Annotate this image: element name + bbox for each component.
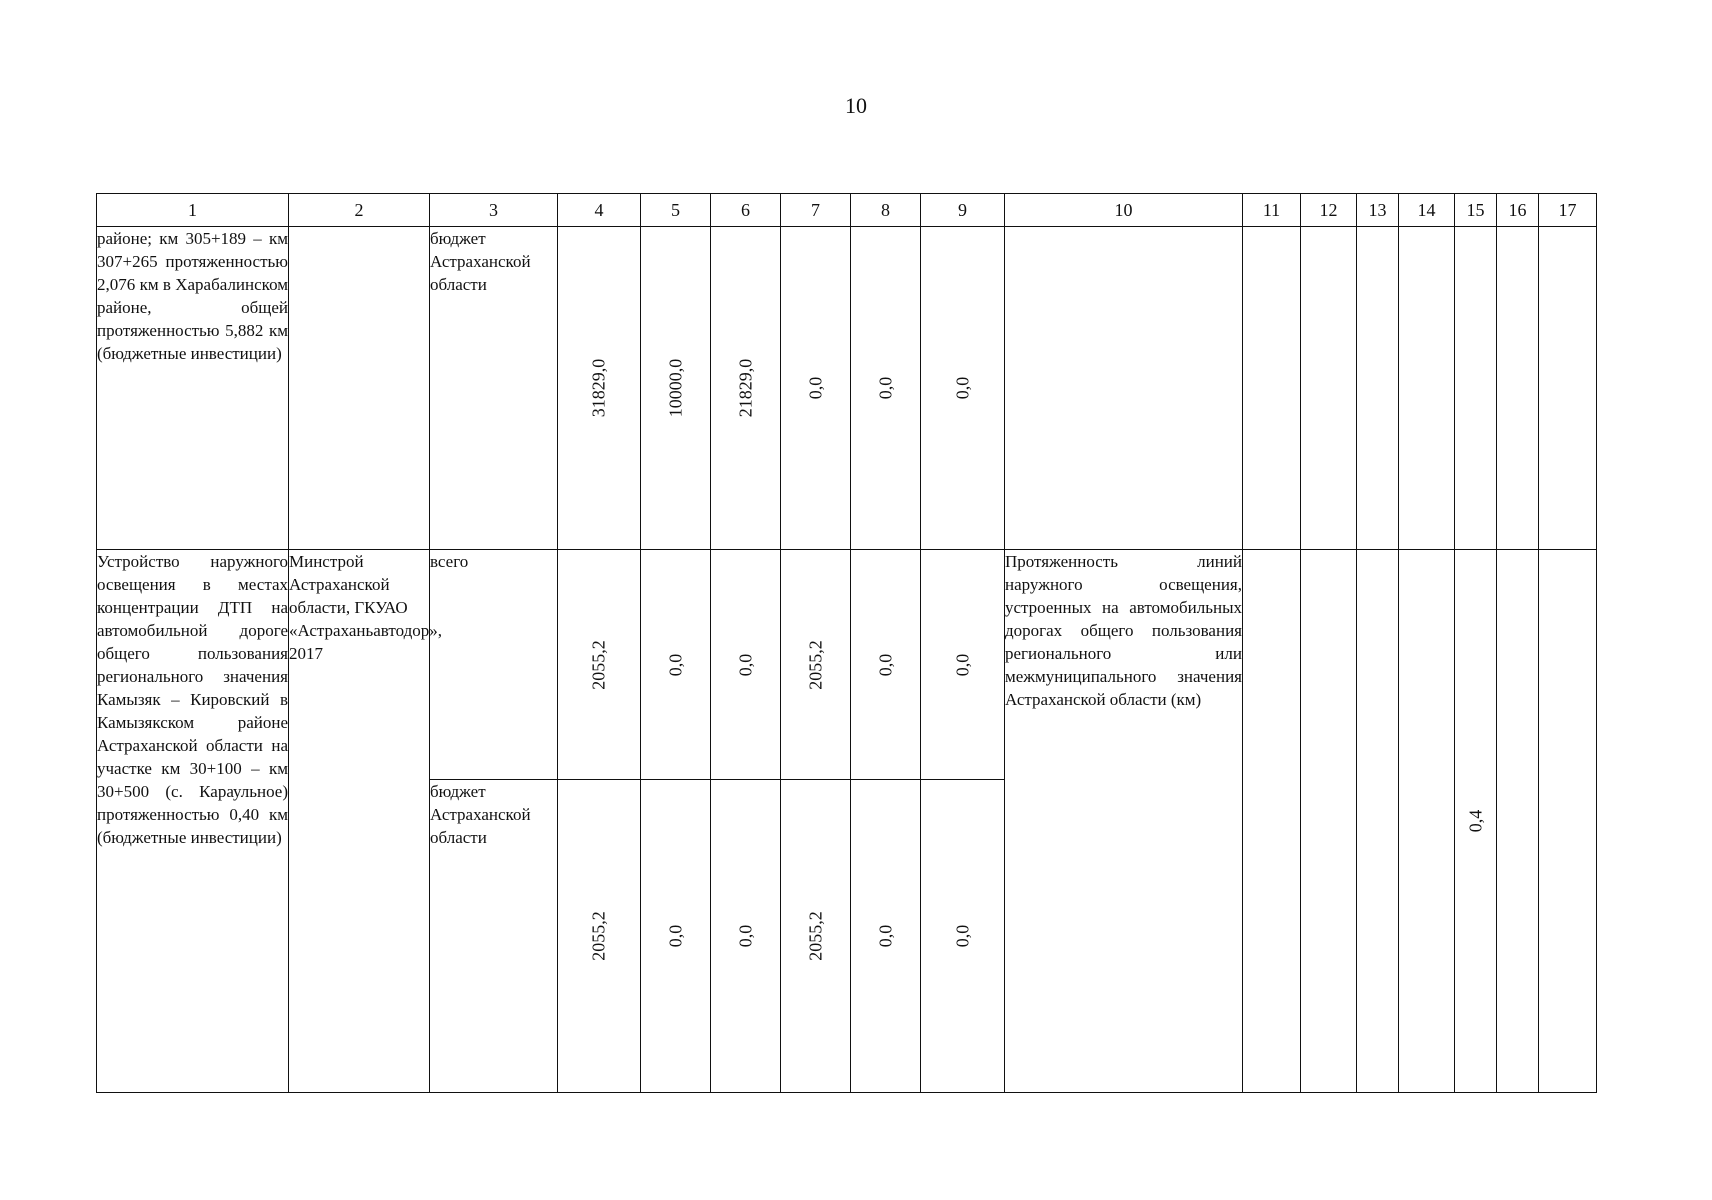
value-col4 [558,550,641,780]
value-col5 [641,550,711,780]
cell-col11 [1243,550,1301,1093]
table-row-lighting-total [97,550,1597,780]
activity-description: районе; км 305+189 – км 307+265 протяженностью 2,076 км в Харабалинском районе, общей протяженностью 5,882 км (бюджетные инвестиции) [97,227,289,550]
value-text: 0,0 [875,924,895,948]
column-number-2: 2 [289,194,430,227]
cell-col17 [1539,550,1597,1093]
column-number-11: 11 [1243,194,1301,227]
value-col7 [781,550,851,780]
executor-cell: Минстрой Астраханской области, ГКУАО «Астраханьавтодор», 2017 [289,550,430,1093]
funding-source: бюджет Астраханской области [430,227,558,550]
funding-source: всего [430,550,558,780]
value-text: 0,0 [952,653,972,676]
cell-col15 [1455,550,1497,1093]
cell-col16 [1497,550,1539,1093]
value-col7 [781,227,851,550]
column-number-10: 10 [1005,194,1243,227]
value-col9 [921,780,1005,1093]
funding-source: бюджет Астраханской области [430,780,558,1093]
table-row-continuation [97,227,1597,550]
cell-col13 [1357,227,1399,550]
value-text: 0,0 [735,924,755,948]
value-col4 [558,780,641,1093]
value-text: 21829,0 [735,358,755,418]
value-text: 0,0 [665,653,685,676]
value-text: 0,0 [875,653,895,676]
cell-col14 [1399,227,1455,550]
value-col8 [851,550,921,780]
cell-col16 [1497,227,1539,550]
activity-description: Устройство наружного освещения в местах концентрации ДТП на автомобильной дороге общего пользования регионального значения Камызяк – Кировский в Камызякском районе Астраханской области на участке км 30+100 – км 30+500 (с. Караульное) протяженностью 0,40 км (бюджетные инвестиции) [97,550,289,1093]
budget-table [96,193,1597,1093]
value-text: 10000,0 [665,358,685,418]
column-number-3: 3 [430,194,558,227]
column-number-7: 7 [781,194,851,227]
value-text: 0,0 [952,924,972,948]
value-text: 0,0 [735,653,755,676]
value-col9 [921,227,1005,550]
value-text: 31829,0 [588,358,609,418]
cell-col14 [1399,550,1455,1093]
value-text: 2055,2 [588,911,609,961]
value-text: 0,0 [875,376,895,400]
value-text: 0,0 [805,376,825,400]
value-col5 [641,227,711,550]
value-col5 [641,780,711,1093]
column-number-row [97,194,1597,227]
value-text: 0,4 [1465,809,1485,833]
value-text: 2055,2 [805,911,825,961]
value-text: 0,0 [952,376,972,400]
cell-col13 [1357,550,1399,1093]
column-number-15: 15 [1455,194,1497,227]
column-number-4: 4 [558,194,641,227]
column-number-17: 17 [1539,194,1597,227]
cell-col12 [1301,227,1357,550]
column-number-9: 9 [921,194,1005,227]
value-text: 2055,2 [588,639,609,690]
column-number-13: 13 [1357,194,1399,227]
column-number-14: 14 [1399,194,1455,227]
cell-col15 [1455,227,1497,550]
value-text: 2055,2 [805,639,825,690]
value-col6 [711,227,781,550]
value-col6 [711,550,781,780]
column-number-5: 5 [641,194,711,227]
value-col8 [851,780,921,1093]
cell-col12 [1301,550,1357,1093]
executor-cell [289,227,430,550]
column-number-12: 12 [1301,194,1357,227]
value-col7 [781,780,851,1093]
value-text: 0,0 [665,924,685,948]
column-number-8: 8 [851,194,921,227]
page-number: 10 [845,93,867,118]
value-col6 [711,780,781,1093]
indicator-cell [1005,227,1243,550]
column-number-1: 1 [97,194,289,227]
cell-col17 [1539,227,1597,550]
value-col8 [851,227,921,550]
value-col9 [921,550,1005,780]
column-number-6: 6 [711,194,781,227]
cell-col11 [1243,227,1301,550]
indicator-cell: Протяженность линий наружного освещения, устроенных на автомобильных дорогах общего пользования регионального или межмуниципального значения Астраханской области (км) [1005,550,1243,1093]
column-number-16: 16 [1497,194,1539,227]
value-col4 [558,227,641,550]
